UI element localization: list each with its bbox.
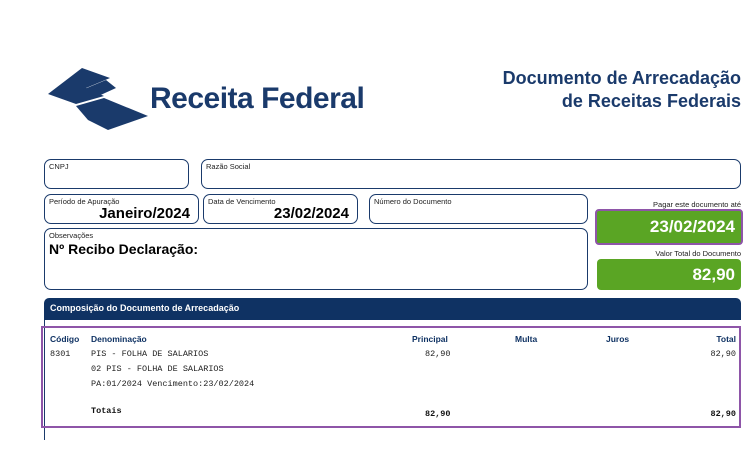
row-principal: 82,90 — [425, 349, 451, 359]
row-detail-2: PA:01/2024 Vencimento:23/02/2024 — [91, 379, 255, 389]
periodo-apuracao-field — [44, 194, 199, 224]
title-line-1: Documento de Arrecadação — [502, 68, 741, 88]
razao-social-label: Razão Social — [206, 162, 251, 171]
composition-title: Composição do Documento de Arrecadação — [44, 298, 741, 320]
receita-federal-logo-icon — [46, 66, 150, 130]
row-codigo: 8301 — [50, 349, 71, 359]
numero-label: Número do Documento — [374, 197, 452, 206]
col-total: Total — [716, 334, 736, 344]
numero-documento-field — [369, 194, 588, 224]
totals-principal: 82,90 — [425, 409, 451, 419]
row-detail-1: 02 PIS - FOLHA DE SALARIOS — [91, 364, 224, 374]
razao-social-field — [201, 159, 741, 189]
totals-total: 82,90 — [710, 409, 736, 419]
title-line-2: de Receitas Federais — [561, 91, 741, 111]
cnpj-label: CNPJ — [49, 162, 69, 171]
vencimento-value: 23/02/2024 — [273, 205, 349, 222]
data-vencimento-field — [203, 194, 358, 224]
periodo-label: Período de Apuração — [49, 197, 120, 206]
totals-label: Totais — [91, 406, 122, 416]
row-denominacao: PIS - FOLHA DE SALARIOS — [91, 349, 209, 359]
observacoes-label: Observações — [49, 231, 94, 240]
col-juros: Juros — [606, 334, 630, 344]
observacoes-field — [44, 228, 588, 290]
vencimento-label: Data de Vencimento — [208, 197, 276, 206]
row-total: 82,90 — [710, 349, 736, 359]
col-multa: Multa — [515, 334, 538, 344]
col-codigo: Código — [50, 334, 80, 344]
col-principal: Principal — [412, 334, 448, 344]
total-label: Valor Total do Documento — [655, 249, 741, 258]
brand-name: Receita Federal — [150, 82, 365, 115]
col-denominacao: Denominação — [91, 334, 147, 344]
periodo-value: Janeiro/2024 — [99, 205, 190, 222]
total-value: 82,90 — [597, 259, 741, 290]
cnpj-field — [44, 159, 189, 189]
observacoes-value: Nº Recibo Declaração: — [49, 241, 199, 257]
document-title — [503, 67, 741, 113]
pay-until-value: 23/02/2024 — [595, 209, 743, 245]
pay-until-label: Pagar este documento até — [653, 200, 741, 209]
